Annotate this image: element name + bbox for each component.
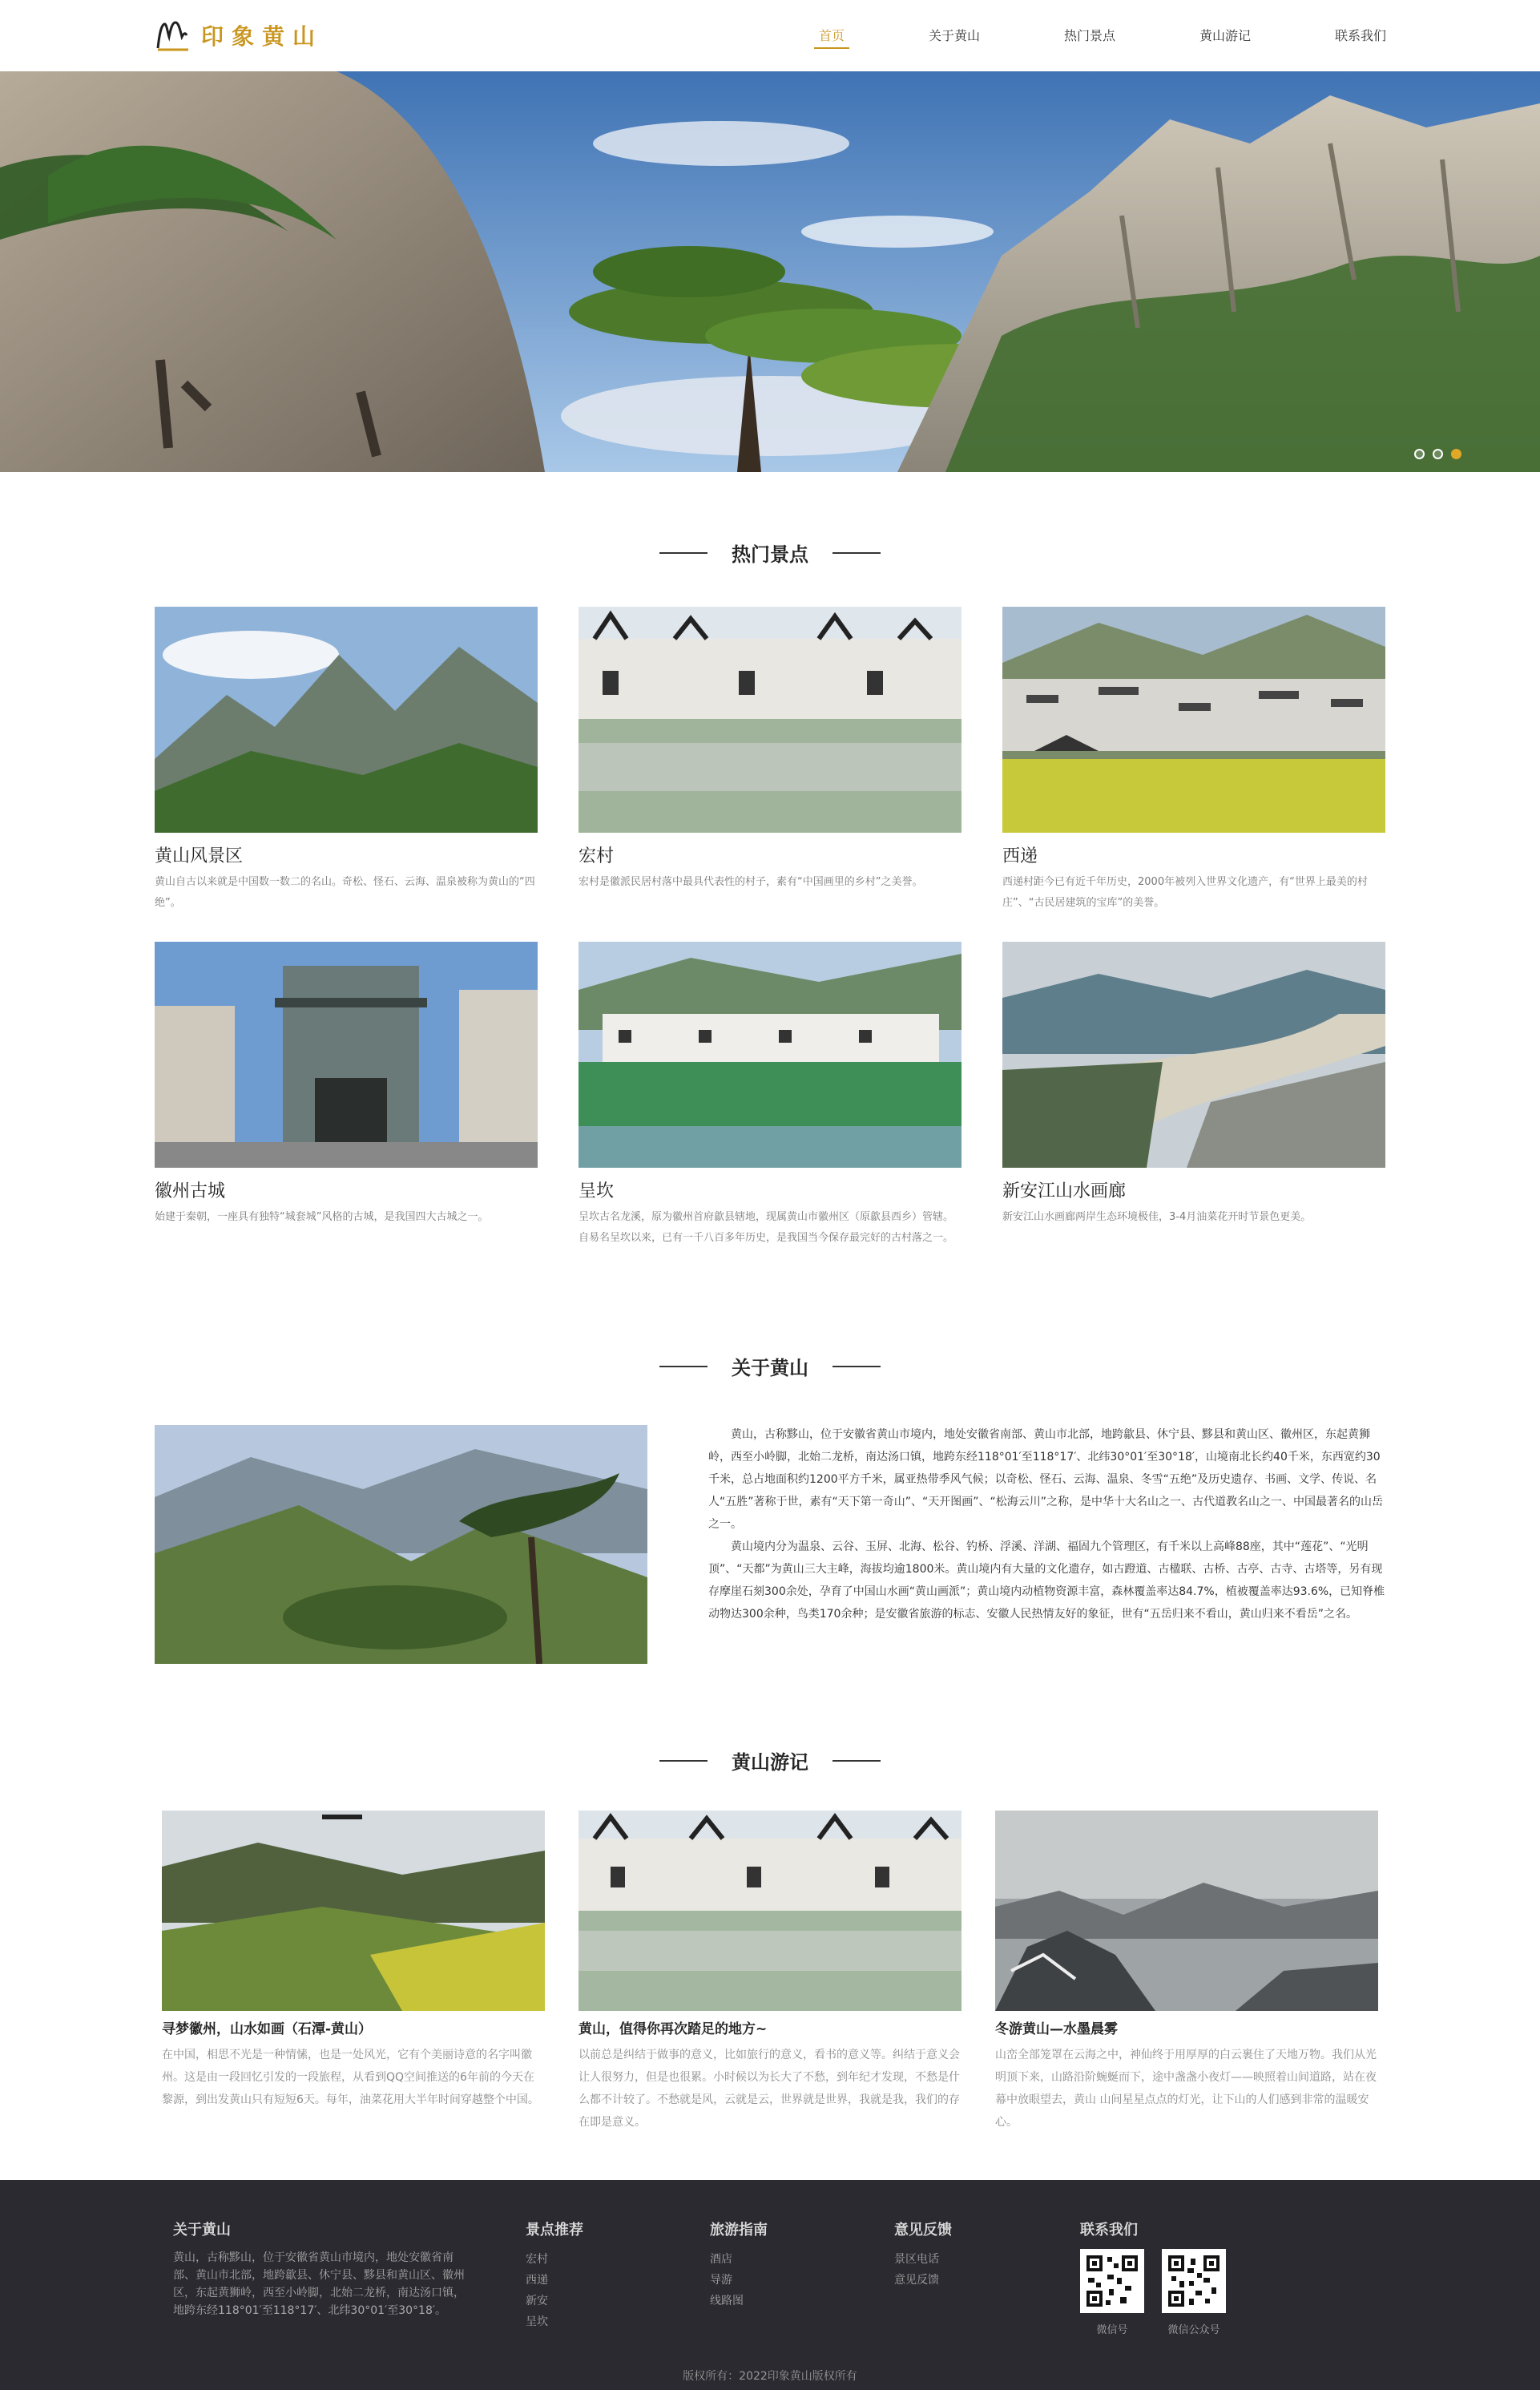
spot-card[interactable] — [155, 607, 538, 914]
about-paragraph-2: 黄山境内分为温泉、云谷、玉屏、北海、松谷、钓桥、浮溪、洋湖、福固九个管理区，有千米以上高峰88座，其中“莲花”、“光明顶”、“天都”为黄山三大主峰，海拔均逾1800米。黄山境内有大量的文化遗存，如古蹬道、古楹联、古桥、古亭、古寺、古塔等，另有现存摩崖石刻300余处，孕育了中国山水画“黄山画派”；黄山境内动植物资源丰富，森林覆盖率达84.7%，植被覆盖率达93.6%，已知脊椎动物达300余种，鸟类170余种；是安徽省旅游的标志、安徽人民热情友好的象征，世有“五岳归来不看山，黄山归来不看岳”之名。 — [708, 1540, 1385, 1621]
spot-desc: 新安江山水画廊两岸生态环境极佳，3-4月油菜花开时节景色更美。 — [1002, 1211, 1312, 1223]
site-header — [0, 0, 1540, 71]
spot-card[interactable] — [1002, 607, 1385, 914]
hero-banner[interactable] — [0, 71, 1540, 472]
logo-text: 印象黄山 — [201, 23, 324, 50]
main-nav — [0, 26, 1540, 50]
note-title[interactable]: 黄山，值得你再次踏足的地方~ — [579, 2021, 768, 2037]
banner-dot-2[interactable] — [1433, 449, 1443, 459]
copyright: 版权所有：2022印象黄山版权所有 — [683, 2370, 857, 2383]
travel-note[interactable] — [162, 1811, 545, 2111]
notes-section-title: 黄山游记 — [0, 1746, 1540, 1778]
about-section-title: 关于黄山 — [0, 1352, 1540, 1384]
about-paragraph-1: 黄山，古称黟山，位于安徽省黄山市境内，地处安徽省南部、黄山市北部，地跨歙县、休宁县、黟县和黄山区、徽州区，东起黄狮岭，西至小岭脚，北始二龙桥，南达汤口镇，地跨东经118°01′至118°17′、北纬30°01′至30°18′，山境南北长约40千米，东西宽约30千米，总占地面积约1200平方千米，属亚热带季风气候；以奇松、怪石、云海、温泉、冬雪“五绝”及历史遗存、书画、文学、传说、名人“五胜”著称于世，素有“天下第一奇山”、“天开图画”、“松海云川”之称，是中华十大名山之一、古代道教名山之一、中国最著名的山岳之一。 — [708, 1428, 1384, 1531]
nav-hot-spots[interactable]: 热门景点 — [1063, 28, 1115, 43]
footer-feedback-title: 意见反馈 — [894, 2222, 952, 2239]
spot-name[interactable]: 西递 — [1002, 846, 1038, 866]
about-image — [155, 1425, 647, 1664]
note-image[interactable] — [995, 1811, 1378, 2011]
banner-dot-1[interactable] — [1414, 449, 1425, 459]
spot-image[interactable] — [579, 942, 961, 1168]
qr-caption: 微信公众号 — [1167, 2324, 1220, 2336]
nav-home[interactable]: 首页 — [814, 26, 849, 49]
note-desc: 山峦全部笼罩在云海之中，神仙终于用厚厚的白云裹住了天地万物。我们从光明顶下来，山路沿阶蜿蜒而下，途中盏盏小夜灯——映照着山间道路，站在夜幕中放眼望去，黄山 山间星星点点的灯光，让下山的人们感到非常的温暖安心。 — [995, 2049, 1377, 2129]
travel-note[interactable] — [995, 1811, 1378, 2134]
spot-desc: 西递村距今已有近千年历史，2000年被列入世界文化遗产，有“世界上最美的村庄”、“古民居建筑的宝库”的美誉。 — [1002, 876, 1368, 909]
footer-guide-title: 旅游指南 — [710, 2222, 768, 2239]
qr-code-icon — [1080, 2249, 1144, 2313]
note-desc: 在中国，相思不光是一种情愫，也是一处风光，它有个美丽诗意的名字叫徽州。这是由一段回忆引发的一段旅程，从看到QQ空间推送的6年前的今天在黎源，到出发黄山只有短短6天。每年，油菜花用大半年时间穿越整个中国。 — [162, 2049, 539, 2106]
site-footer — [0, 2180, 1540, 2390]
note-title[interactable]: 寻梦徽州，山水如画（石潭-黄山） — [162, 2021, 373, 2037]
footer-spots — [526, 2218, 638, 2332]
spot-desc: 始建于秦朝，一座具有独特“城套城”风格的古城，是我国四大古城之一。 — [155, 1211, 489, 1223]
spot-image[interactable] — [1002, 607, 1385, 833]
travel-note[interactable] — [579, 1811, 961, 2134]
footer-about-text: 黄山，古称黟山，位于安徽省黄山市境内，地处安徽省南部、黄山市北部，地跨歙县、休宁县、黟县和黄山区、徽州区，东起黄狮岭，西至小岭脚，北始二龙桥，南达汤口镇，地跨东经118°01′至118°17′、北纬30°01′至30°18′。 — [173, 2251, 465, 2317]
spot-desc: 呈坎古名龙溪，原为徽州首府歙县辖地，现属黄山市徽州区（原歙县西乡）管辖。自易名呈坎以来，已有一千八百多年历史，是我国当今保存最完好的古村落之一。 — [579, 1211, 954, 1244]
banner-pagination — [1414, 449, 1461, 459]
footer-link-hongcun[interactable]: 宏村 — [526, 2253, 548, 2266]
spot-image[interactable] — [155, 607, 538, 833]
banner-dot-3[interactable] — [1451, 449, 1461, 459]
footer-link-route-map[interactable]: 线路图 — [710, 2295, 744, 2307]
footer-about — [173, 2218, 471, 2319]
spot-name[interactable]: 新安江山水画廊 — [1002, 1181, 1127, 1201]
footer-feedback — [894, 2218, 1022, 2291]
banner-image — [0, 71, 1540, 472]
note-desc: 以前总是纠结于做事的意义，比如旅行的意义，看书的意义等。纠结于意义会让人很努力，但是也很累。小时候以为长大了不愁，到年纪才发现，不愁是什么都不计较了。不愁就是风，云就是云，世界就是世界，我就是我，我们的存在即是意义。 — [579, 2049, 960, 2129]
footer-link-xidi[interactable]: 西递 — [526, 2274, 548, 2287]
footer-spots-title: 景点推荐 — [526, 2222, 583, 2239]
note-image[interactable] — [579, 1811, 961, 2011]
footer-link-guide[interactable]: 导游 — [710, 2274, 732, 2287]
nav-about[interactable]: 关于黄山 — [928, 28, 980, 43]
qr-caption: 微信号 — [1096, 2324, 1128, 2336]
spot-image[interactable] — [1002, 942, 1385, 1168]
footer-contact-title: 联系我们 — [1080, 2222, 1138, 2239]
spot-card[interactable] — [579, 942, 961, 1249]
spot-name[interactable]: 宏村 — [579, 846, 615, 866]
spot-name[interactable]: 黄山风景区 — [155, 846, 244, 866]
footer-link-feedback[interactable]: 意见反馈 — [894, 2274, 939, 2287]
spot-desc: 黄山自古以来就是中国数一数二的名山。奇松、怪石、云海、温泉被称为黄山的“四绝”。 — [155, 876, 535, 909]
spot-image[interactable] — [579, 607, 961, 833]
footer-about-title: 关于黄山 — [173, 2222, 231, 2239]
spot-card[interactable] — [1002, 942, 1385, 1228]
spot-name[interactable]: 徽州古城 — [155, 1181, 226, 1201]
footer-contact — [1080, 2218, 1288, 2336]
qr-wechat — [1080, 2249, 1144, 2336]
footer-guide — [710, 2218, 822, 2311]
note-image[interactable] — [162, 1811, 545, 2011]
hot-section-title: 热门景点 — [0, 539, 1540, 571]
nav-travel-notes[interactable]: 黄山游记 — [1199, 28, 1251, 43]
spot-card[interactable] — [155, 942, 538, 1228]
note-title[interactable]: 冬游黄山—水墨晨雾 — [995, 2021, 1118, 2037]
about-text — [708, 1423, 1386, 1625]
qr-official-account — [1162, 2249, 1226, 2336]
spot-card[interactable] — [579, 607, 961, 893]
footer-link-phone[interactable]: 景区电话 — [894, 2253, 939, 2266]
footer-link-chengkan[interactable]: 呈坎 — [526, 2315, 548, 2328]
spot-image[interactable] — [155, 942, 538, 1168]
nav-contact[interactable]: 联系我们 — [1334, 28, 1386, 43]
spot-desc: 宏村是徽派民居村落中最具代表性的村子，素有“中国画里的乡村”之美誉。 — [579, 876, 923, 888]
footer-link-hotel[interactable]: 酒店 — [710, 2253, 732, 2266]
qr-code-icon — [1162, 2249, 1226, 2313]
spot-name[interactable]: 呈坎 — [579, 1181, 615, 1201]
footer-link-xinan[interactable]: 新安 — [526, 2295, 548, 2307]
